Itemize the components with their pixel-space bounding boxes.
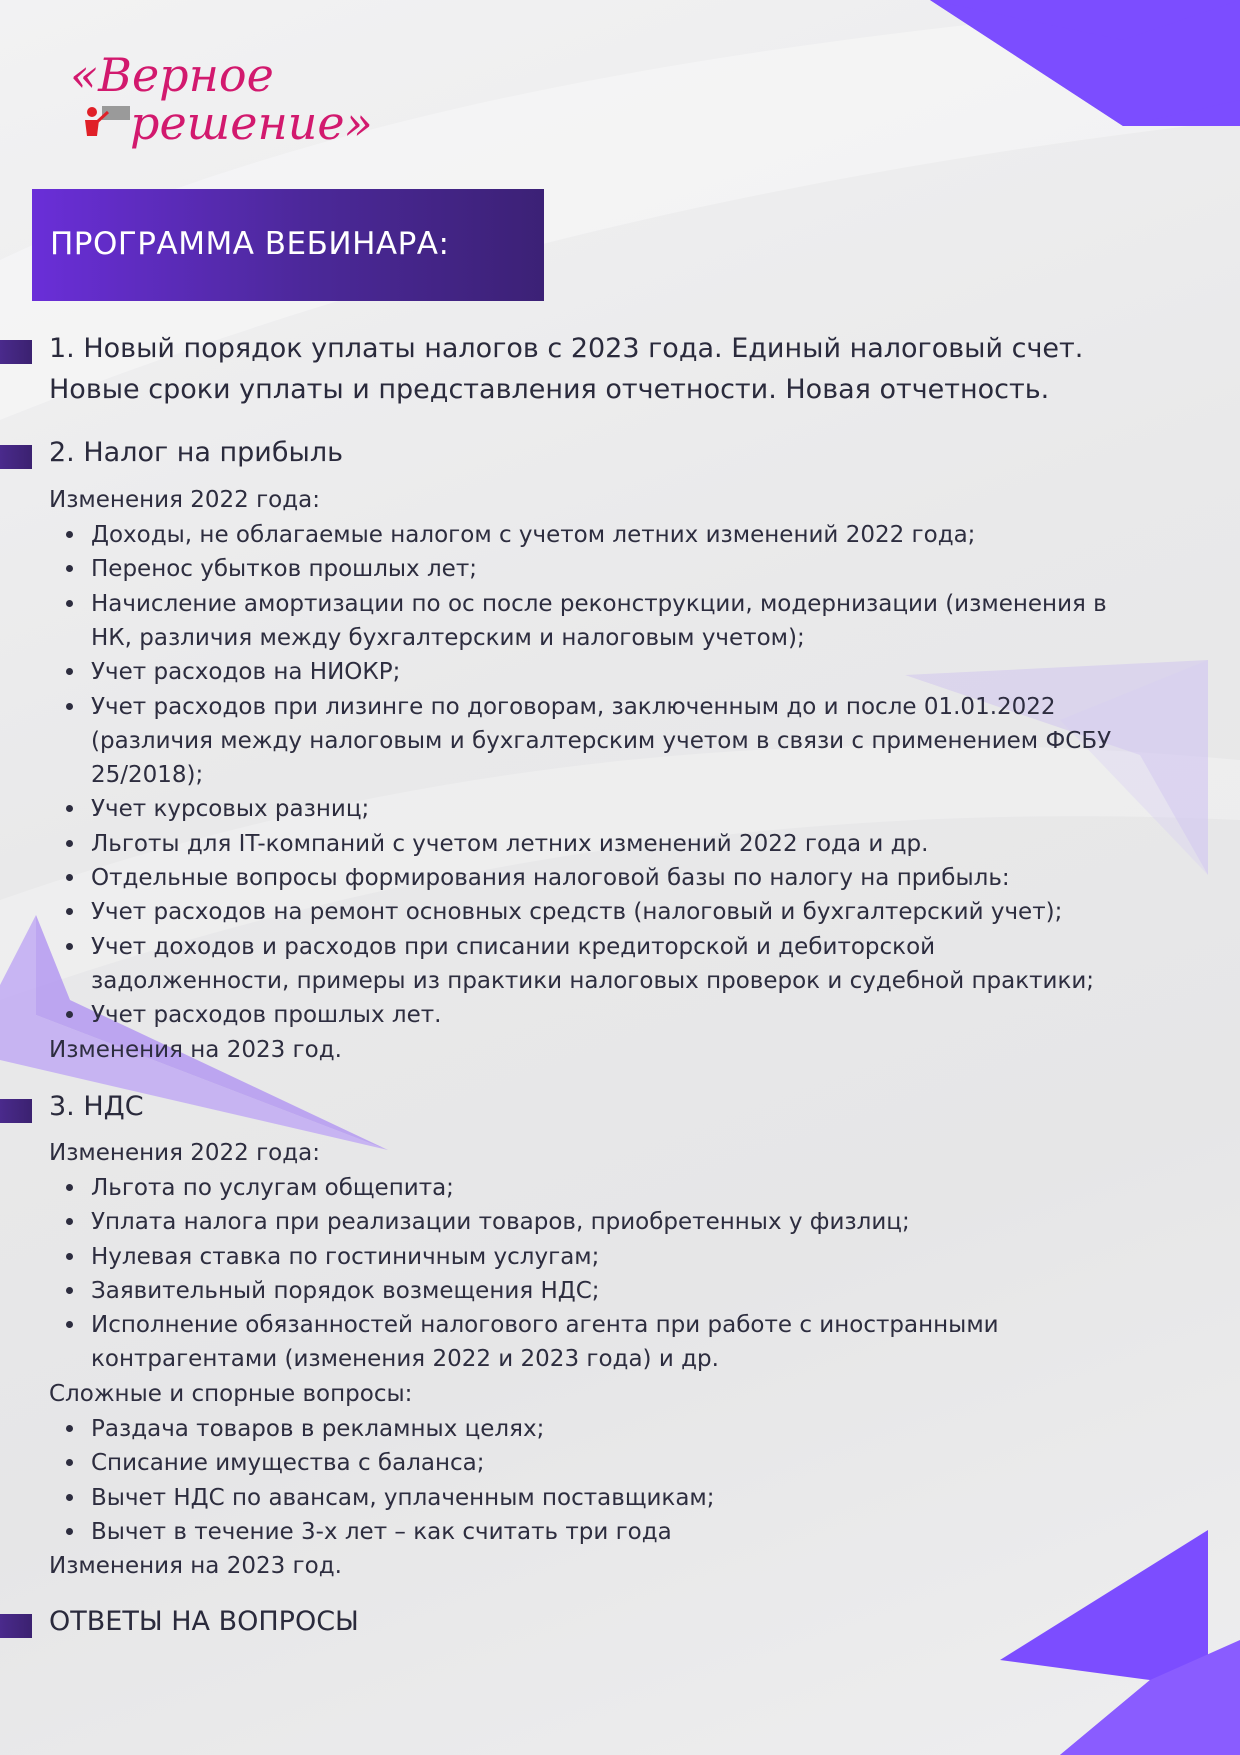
list-item: Учет курсовых разниц;	[91, 796, 370, 822]
section-1-line-1: 1. Новый порядок уплаты налогов с 2023 года. Единый налоговый счет.	[49, 333, 1084, 364]
list-item-continuation: задолженности, примеры из практики налоговых проверок и судебной практики;	[91, 968, 1095, 994]
brand-logo	[70, 40, 373, 160]
program-banner-title: ПРОГРАММА ВЕБИНАРА:	[50, 226, 450, 262]
bullet-dot	[66, 565, 73, 572]
section-3-complex-label: Сложные и спорные вопросы:	[49, 1381, 413, 1407]
list-item: Учет расходов прошлых лет.	[91, 1002, 442, 1028]
section-marker-3	[0, 1099, 32, 1123]
list-item: Доходы, не облагаемые налогом с учетом летних изменений 2022 года;	[91, 522, 976, 548]
list-item: Льгота по услугам общепита;	[91, 1175, 454, 1201]
section-marker-1	[0, 340, 32, 364]
section-2-title: 2. Налог на прибыль	[49, 437, 343, 468]
bullet-dot	[66, 1253, 73, 1260]
list-item-continuation: НК, различия между бухгалтерским и налоговым учетом);	[91, 625, 805, 651]
list-item: Вычет НДС по авансам, уплаченным поставщикам;	[91, 1485, 715, 1511]
list-item-continuation: 25/2018);	[91, 762, 204, 788]
list-item-continuation: (различия между налоговым и бухгалтерским учетом в связи с применением ФСБУ	[91, 728, 1112, 754]
bullet-dot	[66, 1321, 73, 1328]
logo-line-2: решение»	[130, 96, 373, 150]
list-item: Перенос убытков прошлых лет;	[91, 556, 477, 582]
section-3-changes-2022-label: Изменения 2022 года:	[49, 1140, 321, 1166]
list-item: Уплата налога при реализации товаров, приобретенных у физлиц;	[91, 1209, 910, 1235]
list-item: Учет доходов и расходов при списании кредиторской и дебиторской	[91, 934, 936, 960]
bullet-dot	[66, 600, 73, 607]
list-item: Раздача товаров в рекламных целях;	[91, 1416, 545, 1442]
bullet-dot	[66, 703, 73, 710]
list-item: Исполнение обязанностей налогового агента при работе с иностранными	[91, 1312, 999, 1338]
section-1-title	[49, 328, 1083, 410]
list-item: Начисление амортизации по ос после реконструкции, модернизации (изменения в	[91, 591, 1107, 617]
list-item: Учет расходов на ремонт основных средств (налоговый и бухгалтерский учет);	[91, 899, 1063, 925]
section-marker-2	[0, 445, 32, 469]
bullet-dot	[66, 1494, 73, 1501]
bullet-dot	[66, 1011, 73, 1018]
bullet-dot	[66, 840, 73, 847]
bullet-dot	[66, 1528, 73, 1535]
list-item: Учет расходов на НИОКР;	[91, 659, 401, 685]
bullet-dot	[66, 874, 73, 881]
bullet-dot	[66, 1218, 73, 1225]
section-1-line-2: Новые сроки уплаты и представления отчетности. Новая отчетность.	[49, 374, 1050, 405]
list-item: Нулевая ставка по гостиничным услугам;	[91, 1244, 600, 1270]
list-item: Отдельные вопросы формирования налоговой базы по налогу на прибыль:	[91, 865, 1010, 891]
program-banner	[32, 189, 544, 301]
list-item: Заявительный порядок возмещения НДС;	[91, 1278, 600, 1304]
list-item: Учет расходов при лизинге по договорам, заключенным до и после 01.01.2022	[91, 694, 1056, 720]
bullet-dot	[66, 1425, 73, 1432]
list-item: Вычет в течение 3-х лет – как считать три года	[91, 1519, 672, 1545]
logo-line-1: «Верное	[70, 48, 274, 102]
section-3-changes-2023-label: Изменения на 2023 год.	[49, 1553, 342, 1579]
list-item: Льготы для IT-компаний с учетом летних изменений 2022 года и др.	[91, 831, 929, 857]
section-2-changes-2023-label: Изменения на 2023 год.	[49, 1037, 342, 1063]
section-4-title: ОТВЕТЫ НА ВОПРОСЫ	[49, 1606, 359, 1637]
presenter-icon	[82, 102, 138, 146]
bullet-dot	[66, 1287, 73, 1294]
bullet-dot	[66, 1184, 73, 1191]
bullet-dot	[66, 668, 73, 675]
section-3-title: 3. НДС	[49, 1091, 144, 1122]
list-item: Списание имущества с баланса;	[91, 1450, 485, 1476]
section-marker-4	[0, 1614, 32, 1638]
bullet-dot	[66, 531, 73, 538]
bullet-dot	[66, 1459, 73, 1466]
list-item-continuation: контрагентами (изменения 2022 и 2023 года) и др.	[91, 1346, 719, 1372]
section-2-changes-2022-label: Изменения 2022 года:	[49, 487, 321, 513]
bullet-dot	[66, 908, 73, 915]
bullet-dot	[66, 805, 73, 812]
bullet-dot	[66, 943, 73, 950]
